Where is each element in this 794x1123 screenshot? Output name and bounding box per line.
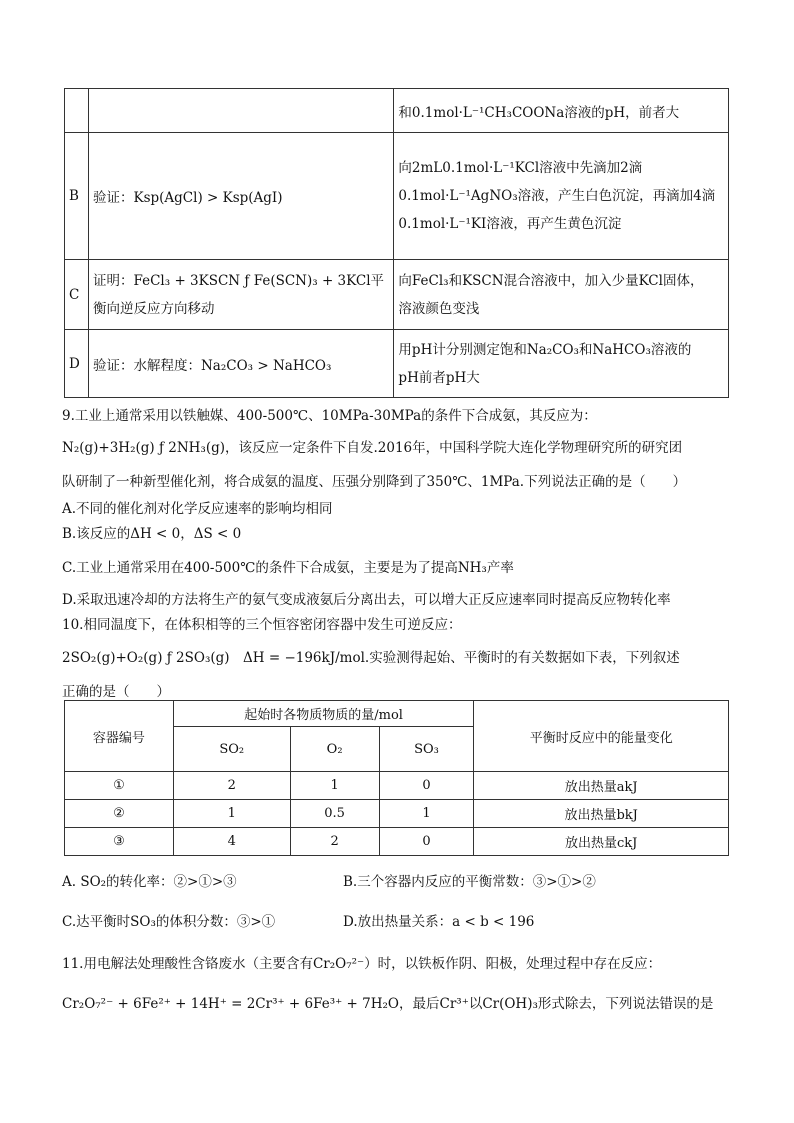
operation-line: 0.1mol·L⁻¹AgNO₃溶液，产生白色沉淀，再滴加4滴 <box>398 188 716 204</box>
table-row <box>65 260 729 330</box>
table-cell: 1 <box>173 800 290 828</box>
q11-stem-line-1: 11.用电解法处理酸性含铬废水（主要含有Cr₂O₇²⁻）时，以铁板作阴、阳极，处理过程中存在反应： <box>62 956 662 972</box>
energy-cell: 放出热量bkJ <box>474 800 729 828</box>
q9-stem-line-1: 9.工业上通常采用以铁触媒、400-500℃、10MPa-30MPa的条件下合成氨，其反应为： <box>62 408 597 424</box>
experiment-table <box>64 88 729 398</box>
table-cell: 0.5 <box>290 800 379 828</box>
q9-option-c: C.工业上通常采用在400-500℃的条件下合成氨，主要是为了提高NH₃产率 <box>62 560 514 576</box>
header-start-amount: 起始时各物质物质的量/mol <box>173 701 474 727</box>
table-row <box>65 828 729 856</box>
table-cell <box>65 89 89 133</box>
table-cell: 和0.1mol·L⁻¹CH₃COONa溶液的pH，前者大 <box>394 89 729 133</box>
q10-option-d: D.放出热量关系：a < b < 196 <box>343 914 535 930</box>
header-container: 容器编号 <box>65 701 174 772</box>
container-id: ① <box>65 772 174 800</box>
energy-cell: 放出热量akJ <box>474 772 729 800</box>
table-cell: 0 <box>379 772 474 800</box>
q9-option-b: B.该反应的ΔH < 0，ΔS < 0 <box>62 526 242 542</box>
q10-stem-line-2: 2SO₂(g)+O₂(g) ƒ 2SO₃(g) ΔH = −196kJ/mol.实验测得起始、平衡时的有关数据如下表，下列叙述 <box>62 650 680 666</box>
table-row <box>65 800 729 828</box>
header-species: SO₂ <box>173 727 290 772</box>
table-cell: 0 <box>379 828 474 856</box>
table-cell: 2 <box>290 828 379 856</box>
table-cell: 4 <box>173 828 290 856</box>
operation-line: 用pH计分别测定饱和Na₂CO₃和NaHCO₃溶液的 <box>398 341 692 358</box>
q10-option-b: B.三个容器内反应的平衡常数：③>①>② <box>343 874 596 890</box>
table-row <box>65 89 729 133</box>
table-cell: 1 <box>290 772 379 800</box>
operation-cell <box>394 133 729 260</box>
container-id: ③ <box>65 828 174 856</box>
purpose-cell: 验证：Ksp(AgCl) > Ksp(AgI) <box>88 133 393 260</box>
row-label: C <box>65 260 89 330</box>
container-id: ② <box>65 800 174 828</box>
table-row <box>65 330 729 398</box>
energy-cell: 放出热量ckJ <box>474 828 729 856</box>
purpose-line: 证明：FeCl₃ + 3KSCN ƒ Fe(SCN)₃ + 3KCl平 <box>92 272 385 289</box>
purpose-cell: 验证：水解程度：Na₂CO₃ > NaHCO₃ <box>88 330 393 398</box>
operation-line: 向2mL0.1mol·L⁻¹KCl溶液中先滴加2滴 <box>398 160 643 176</box>
q9-option-a: A.不同的催化剂对化学反应速率的影响均相同 <box>62 501 333 517</box>
operation-cell <box>394 330 729 398</box>
q10-option-a: A. SO₂的转化率：②>①>③ <box>62 874 237 890</box>
header-species: SO₃ <box>379 727 474 772</box>
operation-line: 向FeCl₃和KSCN混合溶液中，加入少量KCl固体， <box>398 272 704 289</box>
operation-cell <box>394 260 729 330</box>
operation-line: 溶液颜色变浅 <box>398 300 480 317</box>
q10-option-c: C.达平衡时SO₃的体积分数：③>① <box>62 914 276 930</box>
table-row <box>65 133 729 260</box>
table-cell: 2 <box>173 772 290 800</box>
header-energy: 平衡时反应中的能量变化 <box>474 701 729 772</box>
table-header-row <box>65 701 729 727</box>
q9-stem-line-2: N₂(g)+3H₂(g) ƒ 2NH₃(g)，该反应一定条件下自发.2016年，中国科学院大连化学物理研究所的研究团 <box>62 440 683 456</box>
row-label: D <box>65 330 89 398</box>
q10-stem-line-1: 10.相同温度下，在体积相等的三个恒容密闭容器中发生可逆反应： <box>62 617 462 633</box>
purpose-cell <box>88 260 393 330</box>
equilibrium-table <box>64 700 729 856</box>
operation-line: 0.1mol·L⁻¹KI溶液，再产生黄色沉淀 <box>398 216 622 232</box>
q9-option-d: D.采取迅速冷却的方法将生产的氨气变成液氨后分离出去，可以增大正反应速率同时提高反应物转化率 <box>62 592 671 608</box>
operation-line: pH前者pH大 <box>398 369 480 386</box>
q10-stem-line-3: 正确的是（ ） <box>62 684 170 700</box>
q9-stem-line-3: 队研制了一种新型催化剂，将合成氨的温度、压强分别降到了350℃、1MPa.下列说法正确的是（ ） <box>62 474 687 490</box>
row-label: B <box>65 133 89 260</box>
purpose-line: 衡向逆反应方向移动 <box>92 300 215 317</box>
table-row <box>65 772 729 800</box>
table-cell: 1 <box>379 800 474 828</box>
q11-stem-line-2: Cr₂O₇²⁻ + 6Fe²⁺ + 14H⁺ = 2Cr³⁺ + 6Fe³⁺ + 7H₂O，最后Cr³⁺以Cr(OH)₃形式除去，下列说法错误的是 <box>62 996 714 1012</box>
table-cell <box>88 89 393 133</box>
header-species: O₂ <box>290 727 379 772</box>
